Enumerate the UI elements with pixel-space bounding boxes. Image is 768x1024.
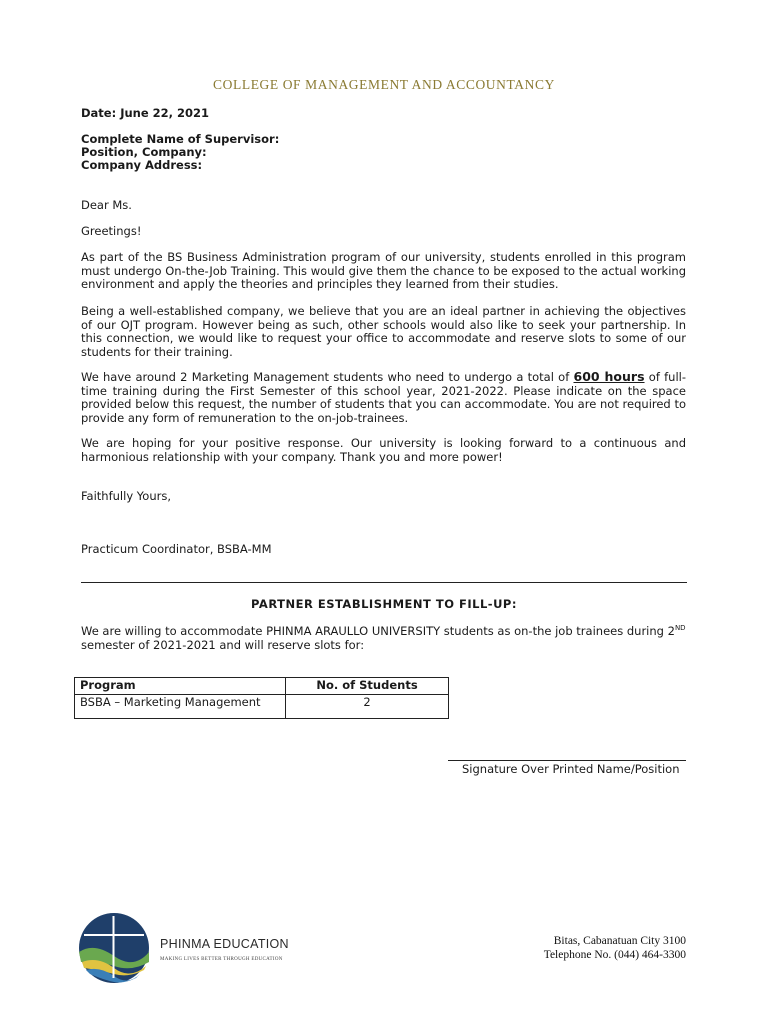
request-text-end: of full-time training during the First Semester of this school year, 2021-2022. Please indicate on the space provided below this request, the number of students that you can accommodate. You are not required to provide any form of remuneration to the on-job-trainees.: [81, 370, 686, 425]
cell-program: BSBA – Marketing Management: [75, 695, 286, 719]
hours-highlight: 600 hours: [573, 369, 645, 384]
fill-up-statement: [81, 625, 686, 652]
phinma-logo-icon: [74, 912, 152, 988]
statement-start: We are willing to accommodate PHINMA ARAULLO UNIVERSITY students as on-the job trainees during 2: [81, 624, 675, 638]
salutation: Dear Ms.: [81, 198, 132, 212]
cell-student-count: 2: [286, 695, 449, 719]
closing-line: Faithfully Yours,: [81, 489, 171, 503]
greeting: Greetings!: [81, 224, 142, 238]
letter-date: Date: June 22, 2021: [81, 106, 210, 120]
request-text-start: We have around 2 Marketing Management students who need to undergo a total of: [81, 370, 574, 384]
signatory-title: Practicum Coordinator, BSBA-MM: [81, 542, 272, 556]
footer-telephone: Telephone No. (044) 464-3300: [543, 949, 686, 961]
company-address-label: Company Address:: [81, 158, 203, 172]
position-company-label: Position, Company:: [81, 145, 207, 159]
college-title: COLLEGE OF MANAGEMENT AND ACCOUNTANCY: [213, 77, 555, 92]
paragraph-closing: We are hoping for your positive response. Our university is looking forward to a continuous and harmonious relationship with your company. Thank you and more power!: [81, 436, 686, 464]
section-divider: [81, 582, 687, 583]
supervisor-name-label: Complete Name of Supervisor:: [81, 132, 280, 146]
paragraph-request: [81, 370, 686, 425]
table-header-row: [75, 678, 449, 695]
students-table: [74, 677, 449, 719]
ordinal-suffix: ND: [674, 624, 686, 633]
header-no-of-students: No. of Students: [286, 678, 449, 695]
header-program: Program: [75, 678, 286, 695]
signature-label: Signature Over Printed Name/Position: [462, 762, 680, 776]
brand-name: PHINMA EDUCATION: [160, 937, 289, 951]
signature-line: [448, 760, 686, 761]
table-row: [75, 695, 449, 719]
fill-up-title: PARTNER ESTABLISHMENT TO FILL-UP:: [251, 597, 517, 611]
statement-end: semester of 2021-2021 and will reserve slots for:: [81, 637, 365, 652]
footer-address: Bitas, Cabanatuan City 3100: [553, 935, 686, 947]
brand-tagline: MAKING LIVES BETTER THROUGH EDUCATION: [160, 957, 283, 962]
paragraph-partnership: Being a well-established company, we believe that you are an ideal partner in achieving the objectives of our OJT program. However being as such, other schools would also like to seek your partnership. In this connection, we would like to request your office to accommodate and reserve slots to some of our students for their training.: [81, 304, 686, 359]
paragraph-program: As part of the BS Business Administration program of our university, students enrolled in this program must undergo On-the-Job Training. This would give them the chance to be exposed to the actual working environment and apply the theories and principles they learned from their studies.: [81, 250, 686, 291]
